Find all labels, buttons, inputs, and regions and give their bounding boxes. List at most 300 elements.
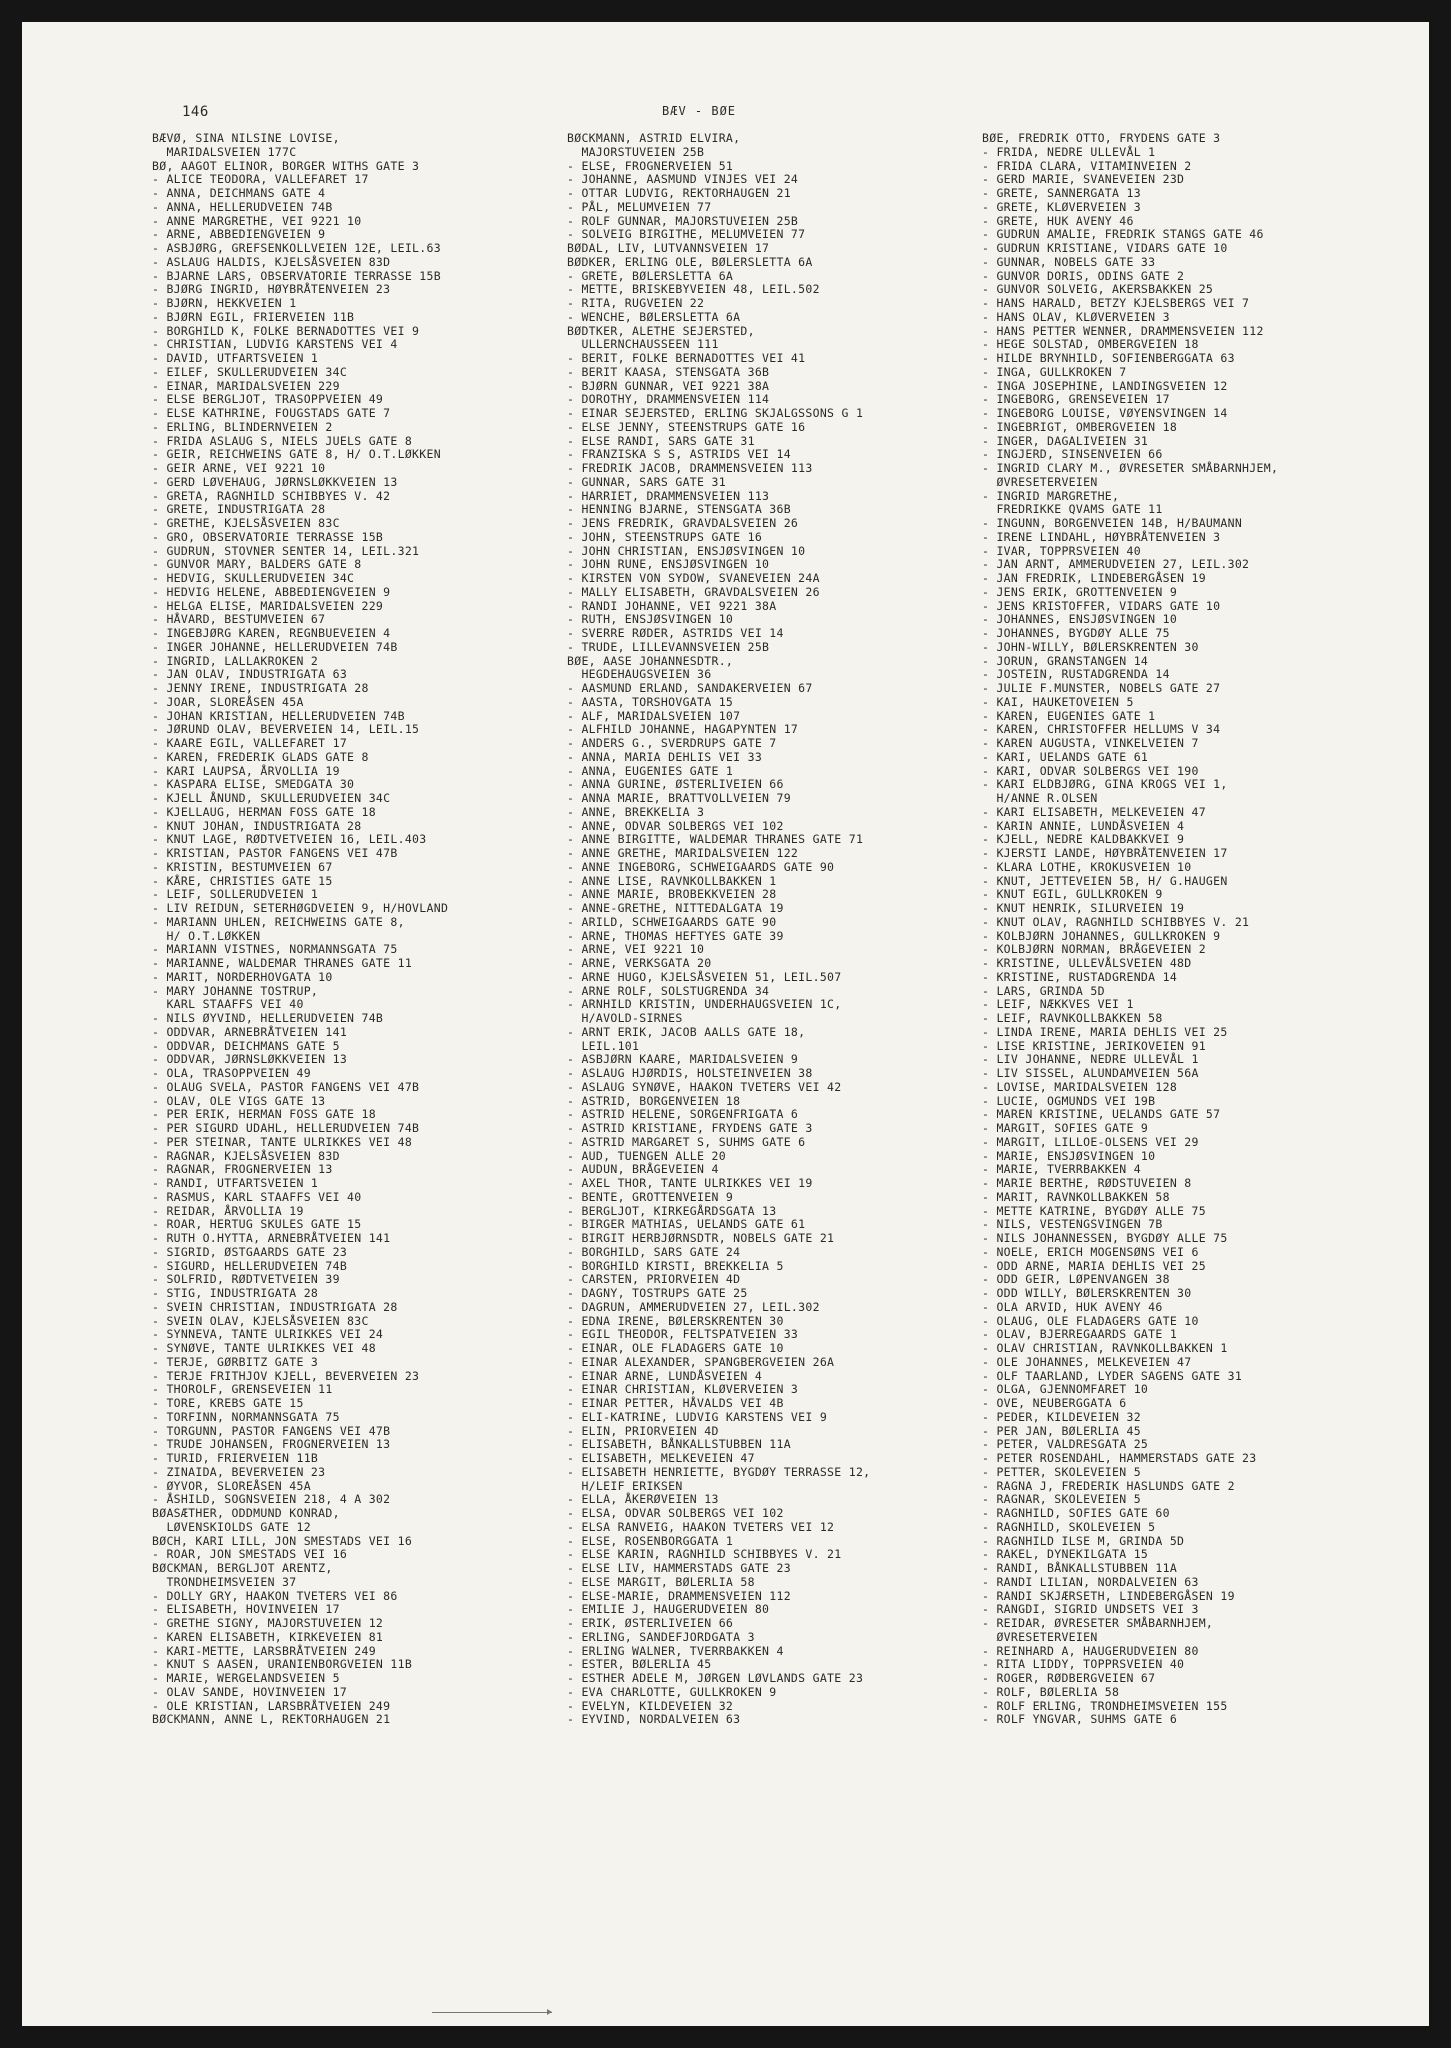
directory-entry: - EINAR SEJERSTED, ERLING SKJALGSSONS G 1 (567, 406, 864, 420)
directory-entry: - ROAR, JON SMESTADS VEI 16 (152, 1547, 348, 1562)
directory-entry: - JAN ARNT, AMMERUDVEIEN 27, LEIL.302 (982, 557, 1250, 572)
directory-entry: BØDKER, ERLING OLE, BØLERSLETTA 6A (567, 254, 813, 269)
directory-entry: - JOAR, SLOREÅSEN 45A (152, 694, 304, 709)
directory-entry: - REIDAR, ØVRESETER SMÅBARNHJEM, (982, 1616, 1214, 1630)
directory-entry: H/ O.T.LØKKEN (152, 928, 261, 943)
directory-entry: - GRETE, KLØVERVEIEN 3 (982, 199, 1141, 214)
directory-entry: - ERLING, BLINDERNVEIEN 2 (152, 419, 333, 434)
directory-entry: - RANGDI, SIGRID UNDSETS VEI 3 (982, 1602, 1199, 1617)
directory-entry: - MARIT, NORDERHOVGATA 10 (152, 969, 333, 984)
directory-entry: - REINHARD A, HAUGERUDVEIEN 80 (982, 1643, 1199, 1658)
directory-entry: - OTTAR LUDVIG, REKTORHAUGEN 21 (567, 186, 791, 200)
directory-entry: - KRISTINE, ULLEVÅLSVEIEN 48D (982, 956, 1192, 970)
directory-entry: - KAREN, FREDERIK GLADS GATE 8 (152, 749, 369, 764)
directory-entry: - ARNE, VERKSGATA 20 (567, 956, 712, 970)
directory-entry: HEGDEHAUGSVEIEN 36 (567, 667, 712, 682)
directory-entry: - KARI, ODVAR SOLBERGS VEI 190 (982, 763, 1199, 778)
directory-entry: - ARNE, VEI 9221 10 (567, 942, 705, 957)
directory-entry: - JULIE F.MUNSTER, NOBELS GATE 27 (982, 681, 1221, 695)
directory-entry: - TERJE FRITHJOV KJELL, BEVERVEIEN 23 (152, 1368, 420, 1383)
directory-entry: - JENNY IRENE, INDUSTRIGATA 28 (152, 681, 369, 695)
directory-entry: - OLAV SANDE, HOVINVEIEN 17 (152, 1684, 348, 1699)
directory-entry: ØVRESETERVEIEN (982, 474, 1098, 489)
directory-entry: - FRIDA CLARA, VITAMINVEIEN 2 (982, 158, 1192, 173)
directory-entry: - GRETHE, KJELSÅSVEIEN 83C (152, 516, 340, 530)
directory-entry: BØCKMAN, BERGLJOT ARENTZ, (152, 1561, 333, 1575)
directory-entry: - EVA CHARLOTTE, GULLKROKEN 9 (567, 1684, 777, 1699)
directory-entry: - ARNE, THOMAS HEFTYES GATE 39 (567, 928, 784, 943)
directory-entry: - RANDI JOHANNE, VEI 9221 38A (567, 598, 777, 613)
directory-entry: - HANS PETTER WENNER, DRAMMENSVEIEN 112 (982, 323, 1264, 338)
directory-entry: - ELSE MARGIT, BØLERLIA 58 (567, 1574, 755, 1589)
directory-entry: - BJØRN GUNNAR, VEI 9221 38A (567, 378, 770, 393)
directory-entry: - PETER, VALDRESGATA 25 (982, 1437, 1149, 1452)
directory-entry: - HEDVIG HELENE, ABBEDIENGVEIEN 9 (152, 584, 391, 599)
directory-entry: - IRENE LINDAHL, HØYBRÅTENVEIEN 3 (982, 529, 1221, 544)
directory-entry: - KJELL ÅNUND, SKULLERUDVEIEN 34C (152, 791, 391, 805)
directory-entry: - INGRID CLARY M., ØVRESETER SMÅBARNHJEM, (982, 461, 1279, 475)
directory-entry: - ROLF ERLING, TRONDHEIMSVEIEN 155 (982, 1698, 1228, 1713)
directory-entry: - KAREN, EUGENIES GATE 1 (982, 708, 1156, 723)
directory-entry: BÆVØ, SINA NILSINE LOVISE, (152, 132, 340, 145)
directory-entry: BØE, FREDRIK OTTO, FRYDENS GATE 3 (982, 132, 1221, 145)
directory-entry: - KASPARA ELISE, SMEDGATA 30 (152, 777, 355, 792)
directory-entry: - MARIE, ENSJØSVINGEN 10 (982, 1148, 1156, 1163)
directory-entry: - SOLFRID, RØDTVETVEIEN 39 (152, 1272, 340, 1287)
directory-entry: - GRETE, HUK AVENY 46 (982, 213, 1134, 228)
directory-entry: - KJERSTI LANDE, HØYBRÅTENVEIEN 17 (982, 846, 1228, 860)
directory-entry: - OLA, TRASOPPVEIEN 49 (152, 1066, 311, 1080)
directory-entry: - ROLF, BØLERLIA 58 (982, 1684, 1120, 1699)
directory-entry: BØCKMANN, ASTRID ELVIRA, (567, 132, 741, 145)
directory-entry: - AASTA, TORSHOVGATA 15 (567, 694, 734, 709)
directory-entry: - SYNNEVA, TANTE ULRIKKES VEI 24 (152, 1327, 384, 1342)
directory-entry: - NILS JOHANNESSEN, BYGDØY ALLE 75 (982, 1231, 1228, 1245)
directory-entry: - OLAUG, OLE FLADAGERS GATE 10 (982, 1313, 1199, 1328)
directory-entry: - OLAV CHRISTIAN, RAVNKOLLBAKKEN 1 (982, 1341, 1228, 1355)
directory-entry: - KNUT LAGE, RØDTVETVEIEN 16, LEIL.403 (152, 832, 427, 847)
directory-entry: - JAN OLAV, INDUSTRIGATA 63 (152, 667, 348, 682)
directory-entry: - INGER JOHANNE, HELLERUDVEIEN 74B (152, 639, 398, 654)
directory-entry: - JØRUND OLAV, BEVERVEIEN 14, LEIL.15 (152, 722, 420, 737)
directory-entry: - EINAR ALEXANDER, SPANGBERGVEIEN 26A (567, 1354, 835, 1369)
directory-entry: - BIRGER MATHIAS, UELANDS GATE 61 (567, 1217, 806, 1232)
directory-entry: - PER ERIK, HERMAN FOSS GATE 18 (152, 1107, 376, 1122)
directory-page (22, 22, 1429, 2026)
directory-entry: BØASÆTHER, ODDMUND KONRAD, (152, 1506, 340, 1520)
directory-entry: ØVRESETERVEIEN (982, 1629, 1098, 1644)
running-head: BÆV - BØE (662, 104, 737, 118)
directory-entry: - SIGRID, ØSTGAARDS GATE 23 (152, 1244, 348, 1259)
directory-entry: - JOHN-WILLY, BØLERSKRENTEN 30 (982, 639, 1199, 654)
directory-entry: - MARIANNE, WALDEMAR THRANES GATE 11 (152, 956, 413, 970)
directory-entry: - OVE, NEUBERGGATA 6 (982, 1396, 1127, 1410)
directory-entry: - LEIF, NÆKKVES VEI 1 (982, 997, 1134, 1012)
directory-entry: - KOLBJØRN NORMAN, BRÅGEVEIEN 2 (982, 942, 1206, 957)
directory-entry: - ELSE LIV, HAMMERSTADS GATE 23 (567, 1561, 791, 1575)
directory-entry: - ANNA, HELLERUDVEIEN 74B (152, 199, 333, 214)
directory-entry: - KARI ELISABETH, MELKEVEIEN 47 (982, 804, 1206, 819)
directory-entry: - MARIANN UHLEN, REICHWEINS GATE 8, (152, 914, 405, 929)
directory-entry: - RITA, RUGVEIEN 22 (567, 296, 705, 310)
directory-entry: - AUD, TUENGEN ALLE 20 (567, 1148, 726, 1163)
directory-entry: - MARGIT, LILLOE-OLSENS VEI 29 (982, 1134, 1199, 1149)
directory-entry: - RANDI SKJÆRSETH, LINDEBERGÅSEN 19 (982, 1588, 1235, 1603)
directory-entry: - KAI, HAUKETOVEIEN 5 (982, 694, 1134, 709)
directory-entry: - FRIDA ASLAUG S, NIELS JUELS GATE 8 (152, 433, 413, 448)
directory-entry: - ØYVOR, SLOREÅSEN 45A (152, 1478, 311, 1493)
directory-entry: - INGRID MARGRETHE, (982, 488, 1120, 503)
directory-entry: - KRISTIAN, PASTOR FANGENS VEI 47B (152, 846, 398, 860)
directory-entry: - JOHANNE, AASMUND VINJES VEI 24 (567, 172, 799, 187)
directory-entry: - RAGNAR, KJELSÅSVEIEN 83D (152, 1148, 340, 1163)
directory-entry: - EINAR, OLE FLADAGERS GATE 10 (567, 1341, 784, 1355)
directory-entry: - ANNE, ODVAR SOLBERGS VEI 102 (567, 818, 784, 833)
directory-entry: - OLAV, OLE VIGS GATE 13 (152, 1093, 326, 1108)
directory-entry: BØ, AAGOT ELINOR, BORGER WITHS GATE 3 (152, 158, 420, 173)
directory-entry: - KARI LAUPSA, ÅRVOLLIA 19 (152, 763, 340, 778)
directory-entry: - HELGA ELISE, MARIDALSVEIEN 229 (152, 598, 384, 613)
directory-entry: - JOHANNES, ENSJØSVINGEN 10 (982, 612, 1178, 627)
directory-entry: - LUCIE, OGMUNDS VEI 19B (982, 1093, 1156, 1108)
directory-entry: - PÅL, MELUMVEIEN 77 (567, 199, 712, 214)
directory-entry: - MAREN KRISTINE, UELANDS GATE 57 (982, 1107, 1221, 1122)
directory-entry: - KARI-METTE, LARSBRÅTVEIEN 249 (152, 1643, 376, 1658)
directory-entry: - RAGNA J, FREDERIK HASLUNDS GATE 2 (982, 1478, 1235, 1493)
directory-entry: - BORGHILD K, FOLKE BERNADOTTES VEI 9 (152, 323, 420, 338)
directory-entry: - WENCHE, BØLERSLETTA 6A (567, 309, 741, 324)
directory-entry: - DAVID, UTFARTSVEIEN 1 (152, 351, 319, 365)
directory-entry: - KNUT S AASEN, URANIENBORGVEIEN 11B (152, 1657, 413, 1672)
directory-entry: - KÅRE, CHRISTIES GATE 15 (152, 873, 333, 888)
directory-entry: - TRUDE, LILLEVANNSVEIEN 25B (567, 639, 770, 654)
directory-entry: - ELISABETH, MELKEVEIEN 47 (567, 1451, 755, 1465)
directory-entry: - EINAR CHRISTIAN, KLØVERVEIEN 3 (567, 1382, 799, 1397)
directory-entry: - KRISTINE, RUSTADGRENDA 14 (982, 969, 1178, 984)
directory-entry: BØCKMANN, ANNE L, REKTORHAUGEN 21 (152, 1712, 391, 1727)
directory-entry: - KOLBJØRN JOHANNES, GULLKROKEN 9 (982, 928, 1221, 943)
directory-entry: - ERLING, SANDEFJORDGATA 3 (567, 1629, 755, 1644)
directory-entry: - TERJE, GØRBITZ GATE 3 (152, 1354, 319, 1369)
directory-entry: - PER SIGURD UDAHL, HELLERUDVEIEN 74B (152, 1121, 420, 1135)
directory-entry: - KAREN, CHRISTOFFER HELLUMS V 34 (982, 722, 1221, 737)
directory-entry: - LARS, GRINDA 5D (982, 983, 1105, 998)
directory-entry: - HEDVIG, SKULLERUDVEIEN 34C (152, 571, 355, 585)
directory-entry: - HILDE BRYNHILD, SOFIENBERGGATA 63 (982, 351, 1235, 365)
directory-entry: - ALICE TEODORA, VALLEFARET 17 (152, 172, 369, 187)
directory-entry: - ASBJØRN KAARE, MARIDALSVEIEN 9 (567, 1052, 799, 1067)
directory-entry: - KNUT JOHAN, INDUSTRIGATA 28 (152, 818, 362, 833)
directory-entry: - ANNE LISE, RAVNKOLLBAKKEN 1 (567, 873, 777, 888)
directory-entry: - INGEBRIGT, OMBERGVEIEN 18 (982, 419, 1178, 434)
directory-entry: - ESTHER ADELE M, JØRGEN LØVLANDS GATE 23 (567, 1671, 864, 1685)
directory-entry: - MARGIT, SOFIES GATE 9 (982, 1121, 1149, 1135)
directory-entry: - ELSE JENNY, STEENSTRUPS GATE 16 (567, 419, 806, 434)
directory-entry: - ANDERS G., SVERDRUPS GATE 7 (567, 736, 777, 750)
directory-entry: - AASMUND ERLAND, SANDAKERVEIEN 67 (567, 681, 813, 695)
directory-entry: - KJELL, NEDRE KALDBAKKVEI 9 (982, 832, 1185, 847)
directory-entry: - EINAR PETTER, HÅVALDS VEI 4B (567, 1396, 784, 1410)
directory-entry: - CHRISTIAN, LUDVIG KARSTENS VEI 4 (152, 337, 398, 352)
directory-entry: - GRO, OBSERVATORIE TERRASSE 15B (152, 529, 384, 544)
directory-entry: - ÅSHILD, SOGNSVEIEN 218, 4 A 302 (152, 1492, 391, 1507)
directory-entry: - JORUN, GRANSTANGEN 14 (982, 653, 1149, 668)
directory-entry: - AXEL THOR, TANTE ULRIKKES VEI 19 (567, 1176, 813, 1190)
directory-entry: - RAGNHILD ILSE M, GRINDA 5D (982, 1533, 1185, 1548)
directory-entry: - JENS FREDRIK, GRAVDALSVEIEN 26 (567, 516, 799, 530)
directory-entry: - ARNE, ABBEDIENGVEIEN 9 (152, 227, 326, 242)
directory-entry: - ASLAUG HJØRDIS, HOLSTEINVEIEN 38 (567, 1066, 813, 1080)
column-1 (152, 132, 587, 1727)
directory-entry: - GRETA, RAGNHILD SCHIBBYES V. 42 (152, 488, 391, 503)
directory-entry: - METTE, BRISKEBYVEIEN 48, LEIL.502 (567, 282, 820, 297)
directory-entry: - ODD GEIR, LØPENVANGEN 38 (982, 1272, 1170, 1287)
directory-entry: - KAREN AUGUSTA, VINKELVEIEN 7 (982, 736, 1199, 750)
directory-entry: - ODDVAR, DEICHMANS GATE 5 (152, 1038, 340, 1053)
directory-entry: - KNUT, JETTEVEIEN 5B, H/ G.HAUGEN (982, 873, 1228, 888)
directory-entry: - ANNA, DEICHMANS GATE 4 (152, 186, 326, 200)
directory-entry: - ELSE KATHRINE, FOUGSTADS GATE 7 (152, 406, 391, 420)
directory-entry: - GRETE, INDUSTRIGATA 28 (152, 502, 326, 517)
directory-entry: - ANNE BIRGITTE, WALDEMAR THRANES GATE 71 (567, 832, 864, 847)
directory-entry: BØDTKER, ALETHE SEJERSTED, (567, 323, 755, 338)
directory-entry: - KJELLAUG, HERMAN FOSS GATE 18 (152, 804, 376, 819)
directory-entry: MAJORSTUVEIEN 25B (567, 144, 705, 159)
directory-entry: - ODD WILLY, BØLERSKRENTEN 30 (982, 1286, 1192, 1300)
directory-entry: - HANS HARALD, BETZY KJELSBERGS VEI 7 (982, 296, 1250, 310)
directory-entry: BØCH, KARI LILL, JON SMESTADS VEI 16 (152, 1533, 413, 1548)
directory-entry: - ALF, MARIDALSVEIEN 107 (567, 708, 741, 723)
directory-entry: - ANNE MARGRETHE, VEI 9221 10 (152, 213, 362, 228)
directory-entry: - LOVISE, MARIDALSVEIEN 128 (982, 1079, 1178, 1094)
directory-entry: - MARIE, TVERRBAKKEN 4 (982, 1162, 1141, 1177)
directory-entry: - ODDVAR, ARNEBRÅTVEIEN 141 (152, 1024, 348, 1039)
directory-entry: - EMILIE J, HAUGERUDVEIEN 80 (567, 1602, 770, 1617)
directory-entry: LØVENSKIOLDS GATE 12 (152, 1519, 311, 1534)
directory-entry: - OLAV, BJERREGAARDS GATE 1 (982, 1327, 1178, 1342)
directory-entry: - KIRSTEN VON SYDOW, SVANEVEIEN 24A (567, 571, 820, 585)
directory-entry: - SYNØVE, TANTE ULRIKKES VEI 48 (152, 1341, 376, 1355)
directory-entry: - ALFHILD JOHANNE, HAGAPYNTEN 17 (567, 722, 799, 737)
directory-entry: - INGRID, LALLAKROKEN 2 (152, 653, 319, 668)
directory-entry: - RUTH O.HYTTA, ARNEBRÅTVEIEN 141 (152, 1231, 391, 1245)
directory-entry: - JOSTEIN, RUSTADGRENDA 14 (982, 667, 1170, 682)
directory-entry: - BJØRG INGRID, HØYBRÅTENVEIEN 23 (152, 282, 391, 297)
directory-entry: - JOHANNES, BYGDØY ALLE 75 (982, 626, 1170, 640)
directory-entry: - ARNE HUGO, KJELSÅSVEIEN 51, LEIL.507 (567, 969, 842, 984)
directory-entry: BØE, AASE JOHANNESDTR., (567, 653, 734, 668)
directory-entry: - SOLVEIG BIRGITHE, MELUMVEIEN 77 (567, 227, 806, 242)
directory-entry: - GERD MARIE, SVANEVEIEN 23D (982, 172, 1185, 187)
directory-entry: - OLA ARVID, HUK AVENY 46 (982, 1299, 1163, 1314)
directory-entry: - ASTRID, BORGENVEIEN 18 (567, 1093, 741, 1108)
directory-entry: - BERIT KAASA, STENSGATA 36B (567, 364, 770, 379)
directory-entry: - MARIT, RAVNKOLLBAKKEN 58 (982, 1189, 1170, 1204)
directory-entry: - IVAR, TOPPRSVEIEN 40 (982, 543, 1141, 558)
directory-entry: - EVELYN, KILDEVEIEN 32 (567, 1698, 734, 1713)
directory-entry: - DOLLY GRY, HAAKON TVETERS VEI 86 (152, 1588, 398, 1603)
directory-entry: - NILS ØYVIND, HELLERUDVEIEN 74B (152, 1011, 384, 1025)
directory-entry: - ROLF YNGVAR, SUHMS GATE 6 (982, 1712, 1178, 1727)
directory-entry: - OLE JOHANNES, MELKEVEIEN 47 (982, 1354, 1192, 1369)
directory-entry: - ROAR, HERTUG SKULES GATE 15 (152, 1217, 362, 1232)
directory-entry: - ELISABETH HENRIETTE, BYGDØY TERRASSE 12, (567, 1464, 871, 1479)
directory-entry: - ASTRID MARGARET S, SUHMS GATE 6 (567, 1134, 806, 1149)
directory-entry: - KNUT HENRIK, SILURVEIEN 19 (982, 901, 1185, 915)
directory-entry: - LEIF, SOLLERUDVEIEN 1 (152, 887, 319, 902)
directory-entry: - RAGNHILD, SKOLEVEIEN 5 (982, 1519, 1156, 1534)
directory-entry: - CARSTEN, PRIORVEIEN 4D (567, 1272, 741, 1287)
directory-entry: - NOELE, ERICH MOGENSØNS VEI 6 (982, 1244, 1199, 1259)
directory-entry: - ELSE, FROGNERVEIEN 51 (567, 158, 734, 173)
directory-entry: - ELLA, ÅKERØVEIEN 13 (567, 1492, 719, 1507)
directory-entry: - GUNVOR DORIS, ODINS GATE 2 (982, 268, 1185, 283)
directory-entry: BØDAL, LIV, LUTVANNSVEIEN 17 (567, 241, 770, 255)
directory-entry: FREDRIKKE QVAMS GATE 11 (982, 502, 1163, 517)
directory-entry: - RAGNHILD, SOFIES GATE 60 (982, 1506, 1170, 1520)
directory-entry: - GUDRUN AMALIE, FREDRIK STANGS GATE 46 (982, 227, 1264, 242)
directory-entry: - ASLAUG SYNØVE, HAAKON TVETERS VEI 42 (567, 1079, 842, 1094)
directory-entry: - RUTH, ENSJØSVINGEN 10 (567, 612, 734, 627)
directory-entry: - DOROTHY, DRAMMENSVEIEN 114 (567, 392, 770, 407)
directory-entry: - STIG, INDUSTRIGATA 28 (152, 1286, 319, 1300)
directory-entry: - JOHN RUNE, ENSJØSVINGEN 10 (567, 557, 770, 572)
directory-entry: - ODDVAR, JØRNSLØKKVEIEN 13 (152, 1052, 348, 1067)
directory-entry: - KNUT OLAV, RAGNHILD SCHIBBYES V. 21 (982, 914, 1250, 929)
directory-entry: - ARNT ERIK, JACOB AALLS GATE 18, (567, 1024, 806, 1039)
directory-entry: - PETTER, SKOLEVEIEN 5 (982, 1464, 1141, 1479)
directory-entry: MARIDALSVEIEN 177C (152, 144, 297, 159)
directory-entry: - ROLF GUNNAR, MAJORSTUVEIEN 25B (567, 213, 799, 228)
directory-entry: - ASTRID HELENE, SORGENFRIGATA 6 (567, 1107, 799, 1122)
directory-entry: - MARIE BERTHE, RØDSTUVEIEN 8 (982, 1176, 1192, 1190)
directory-entry: - GUNVOR MARY, BALDERS GATE 8 (152, 557, 362, 572)
directory-entry: - SIGURD, HELLERUDVEIEN 74B (152, 1258, 348, 1273)
directory-entry: - TRUDE JOHANSEN, FROGNERVEIEN 13 (152, 1437, 391, 1452)
directory-entry: - OLAUG SVELA, PASTOR FANGENS VEI 47B (152, 1079, 420, 1094)
directory-entry: - ERIK, ØSTERLIVEIEN 66 (567, 1616, 734, 1630)
directory-entry: - INGJERD, SINSENVEIEN 66 (982, 447, 1163, 462)
directory-entry: - ELSA RANVEIG, HAAKON TVETERS VEI 12 (567, 1519, 835, 1534)
directory-entry: - TORE, KREBS GATE 15 (152, 1396, 304, 1410)
directory-entry: - LIV SISSEL, ALUNDAMVEIEN 56A (982, 1066, 1199, 1080)
directory-entry: - JENS KRISTOFFER, VIDARS GATE 10 (982, 598, 1221, 613)
column-2 (567, 132, 1002, 1727)
directory-entry: - ANNA GURINE, ØSTERLIVEIEN 66 (567, 777, 784, 792)
directory-entry: - HEGE SOLSTAD, OMBERGVEIEN 18 (982, 337, 1199, 352)
directory-entry: ULLERNCHAUSSEEN 111 (567, 337, 719, 352)
bottom-arrow-mark (432, 2012, 552, 2013)
directory-entry: - INGUNN, BORGENVEIEN 14B, H/BAUMANN (982, 516, 1243, 530)
directory-entry: - JOHN, STEENSTRUPS GATE 16 (567, 529, 763, 544)
directory-entry: - KAREN ELISABETH, KIRKEVEIEN 81 (152, 1629, 384, 1644)
directory-entry: - FRANZISKA S S, ASTRIDS VEI 14 (567, 447, 791, 462)
directory-entry: - MARY JOHANNE TOSTRUP, (152, 983, 319, 998)
directory-entry: - EGIL THEODOR, FELTSPATVEIEN 33 (567, 1327, 799, 1342)
directory-entry: - GUDRUN KRISTIANE, VIDARS GATE 10 (982, 241, 1228, 255)
directory-entry: - HARRIET, DRAMMENSVEIEN 113 (567, 488, 770, 503)
directory-entry: - PER JAN, BØLERLIA 45 (982, 1423, 1141, 1438)
directory-entry: - ELIN, PRIORVEIEN 4D (567, 1423, 719, 1438)
directory-entry: - ELI-KATRINE, LUDVIG KARSTENS VEI 9 (567, 1409, 828, 1424)
directory-entry: - KARIN ANNIE, LUNDÅSVEIEN 4 (982, 818, 1185, 833)
directory-entry: - LIV REIDUN, SETERHØGDVEIEN 9, H/HOVLAND (152, 901, 449, 915)
directory-entry: - JOHAN KRISTIAN, HELLERUDVEIEN 74B (152, 708, 405, 723)
directory-entry: - RANDI, UTFARTSVEIEN 1 (152, 1176, 319, 1190)
directory-entry: - KNUT EGIL, GULLKROKEN 9 (982, 887, 1163, 902)
directory-entry: - ZINAIDA, BEVERVEIEN 23 (152, 1464, 326, 1479)
directory-entry: - PER STEINAR, TANTE ULRIKKES VEI 48 (152, 1134, 413, 1149)
directory-entry: - EINAR ARNE, LUNDÅSVEIEN 4 (567, 1368, 763, 1383)
directory-entry: - KARI, UELANDS GATE 61 (982, 749, 1149, 764)
directory-entry: - PEDER, KILDEVEIEN 32 (982, 1409, 1141, 1424)
directory-entry: - JOHN CHRISTIAN, ENSJØSVINGEN 10 (567, 543, 806, 558)
directory-entry: - GRETHE SIGNY, MAJORSTUVEIEN 12 (152, 1616, 384, 1630)
directory-entry: - JAN FREDRIK, LINDEBERGÅSEN 19 (982, 571, 1206, 585)
directory-entry: - ELSE RANDI, SARS GATE 31 (567, 433, 755, 448)
directory-entry: - ANNA, EUGENIES GATE 1 (567, 763, 734, 778)
directory-entry: - MARIANN VISTNES, NORMANNSGATA 75 (152, 942, 398, 957)
directory-entry: - GRETE, SANNERGATA 13 (982, 186, 1141, 200)
directory-entry: - ANNE MARIE, BROBEKKVEIEN 28 (567, 887, 777, 902)
directory-entry: - RANDI, BÅNKALLSTUBBEN 11A (982, 1561, 1178, 1575)
directory-entry: - INGA JOSEPHINE, LANDINGSVEIEN 12 (982, 378, 1228, 393)
directory-entry: - ANNA, MARIA DEHLIS VEI 33 (567, 749, 763, 764)
directory-entry: - LEIF, RAVNKOLLBAKKEN 58 (982, 1011, 1163, 1025)
directory-entry: - INGEBORG LOUISE, VØYENSVINGEN 14 (982, 406, 1228, 420)
directory-entry: - TURID, FRIERVEIEN 11B (152, 1451, 319, 1465)
directory-entry: - HANS OLAV, KLØVERVEIEN 3 (982, 309, 1170, 324)
directory-entry: - INGA, GULLKROKEN 7 (982, 364, 1127, 379)
directory-entry: - GEIR, REICHWEINS GATE 8, H/ O.T.LØKKEN (152, 447, 441, 462)
page-number: 146 (182, 104, 209, 120)
directory-entry: - BENTE, GROTTENVEIEN 9 (567, 1189, 734, 1204)
directory-entry: - GUNVOR SOLVEIG, AKERSBAKKEN 25 (982, 282, 1214, 297)
directory-entry: - ESTER, BØLERLIA 45 (567, 1657, 712, 1672)
directory-entry: - GUDRUN, STOVNER SENTER 14, LEIL.321 (152, 543, 420, 558)
directory-entry: - ELSE, ROSENBORGGATA 1 (567, 1533, 734, 1548)
directory-entry: - ELSE-MARIE, DRAMMENSVEIEN 112 (567, 1588, 791, 1603)
directory-entry: - OLE KRISTIAN, LARSBRÅTVEIEN 249 (152, 1698, 391, 1713)
directory-entry: - JENS ERIK, GROTTENVEIEN 9 (982, 584, 1178, 599)
directory-entry: - KRISTIN, BESTUMVEIEN 67 (152, 859, 333, 874)
directory-entry: - BIRGIT HERBJØRNSDTR, NOBELS GATE 21 (567, 1231, 835, 1245)
directory-entry: - GUNNAR, NOBELS GATE 33 (982, 254, 1156, 269)
directory-entry: - EINAR, MARIDALSVEIEN 229 (152, 378, 340, 393)
directory-entry: - MARIE, WERGELANDSVEIEN 5 (152, 1671, 340, 1685)
directory-entry: - FREDRIK JACOB, DRAMMENSVEIEN 113 (567, 461, 813, 475)
directory-entry: - KARI ELDBJØRG, GINA KROGS VEI 1, (982, 777, 1228, 792)
directory-entry: - ARILD, SCHWEIGAARDS GATE 90 (567, 914, 777, 929)
directory-entry: - INGEBORG, GRENSEVEIEN 17 (982, 392, 1170, 407)
directory-entry: - BJØRN, HEKKVEIEN 1 (152, 296, 297, 310)
directory-entry: - TORFINN, NORMANNSGATA 75 (152, 1409, 340, 1424)
directory-entry: - LISE KRISTINE, JERIKOVEIEN 91 (982, 1038, 1206, 1053)
directory-entry: - ARNE ROLF, SOLSTUGRENDA 34 (567, 983, 770, 998)
directory-entry: - SVEIN CHRISTIAN, INDUSTRIGATA 28 (152, 1299, 398, 1314)
directory-entry: - SVEIN OLAV, KJELSÅSVEIEN 83C (152, 1313, 369, 1328)
directory-entry: KARL STAAFFS VEI 40 (152, 997, 304, 1012)
directory-entry: - KAARE EGIL, VALLEFARET 17 (152, 736, 348, 750)
directory-entry: - RAKEL, DYNEKILGATA 15 (982, 1547, 1149, 1562)
directory-entry: - KLARA LOTHE, KROKUSVEIEN 10 (982, 859, 1192, 874)
directory-entry: - METTE KATRINE, BYGDØY ALLE 75 (982, 1203, 1206, 1218)
directory-entry: - RANDI LILIAN, NORDALVEIEN 63 (982, 1574, 1199, 1589)
directory-entry: - LINDA IRENE, MARIA DEHLIS VEI 25 (982, 1024, 1228, 1039)
directory-entry: - ELSE BERGLJOT, TRASOPPVEIEN 49 (152, 392, 384, 407)
directory-entry: - GEIR ARNE, VEI 9221 10 (152, 461, 326, 475)
directory-entry: - ASBJØRG, GREFSENKOLLVEIEN 12E, LEIL.63 (152, 241, 441, 255)
